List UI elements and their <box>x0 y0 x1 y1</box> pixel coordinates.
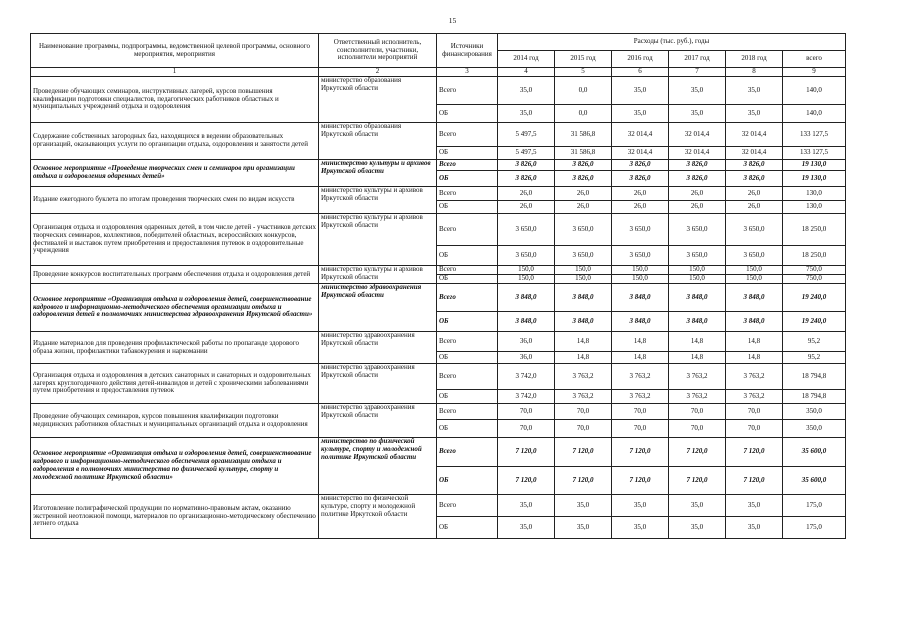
executor: министерство образования Иркутской области <box>319 123 437 160</box>
year-value: 35,0 <box>726 517 783 539</box>
header-source: Источники финансирования <box>437 34 498 68</box>
funding-source: Всего <box>437 266 498 275</box>
year-value: 35,0 <box>612 77 669 105</box>
activity-name: Основное мероприятие «Организация отдыха и оздоровления детей, совершенствование кадрового и информационно-методического обеспечения организации отдыха и оздоровления в полномочиях министерства по физической культуре, спорту и молодежной политике Иркутской области» <box>31 438 319 495</box>
year-value: 150,0 <box>726 266 783 275</box>
year-value: 3 848,0 <box>498 284 555 312</box>
funding-source: ОБ <box>437 467 498 495</box>
funding-source: Всего <box>437 160 498 171</box>
funding-source: ОБ <box>437 312 498 332</box>
year-value: 3 650,0 <box>555 246 612 266</box>
total-value: 750,0 <box>783 266 846 275</box>
year-value: 3 763,2 <box>612 390 669 404</box>
year-value: 3 848,0 <box>669 312 726 332</box>
year-value: 150,0 <box>498 275 555 284</box>
year-value: 3 650,0 <box>612 246 669 266</box>
funding-source: ОБ <box>437 420 498 438</box>
year-value: 0,0 <box>555 77 612 105</box>
activity-name: Организация отдыха и оздоровления одаренных детей, в том числе детей - участников детских творческих семинаров, коллективов, победителей областных, всероссийских конкурсов, фестивалей и выставок путем приобретения и предоставления путевок в оздоровительные учреждения <box>31 214 319 266</box>
column-index: 1 <box>31 68 319 77</box>
year-value: 3 848,0 <box>555 284 612 312</box>
year-value: 35,0 <box>498 105 555 123</box>
year-value: 36,0 <box>498 332 555 352</box>
executor: министерство культуры и архивов Иркутской области <box>319 160 437 187</box>
year-value: 5 497,5 <box>498 123 555 147</box>
executor: министерство культуры и архивов Иркутской области <box>319 187 437 214</box>
year-value: 26,0 <box>669 187 726 201</box>
header-name: Наименование программы, подпрограммы, ведомственной целевой программы, основного мероприятия, мероприятия <box>31 34 319 68</box>
year-value: 35,0 <box>555 495 612 517</box>
year-value: 3 650,0 <box>726 214 783 246</box>
year-value: 14,8 <box>612 352 669 364</box>
year-value: 14,8 <box>555 352 612 364</box>
year-value: 26,0 <box>726 201 783 214</box>
year-value: 70,0 <box>612 404 669 420</box>
funding-source: Всего <box>437 364 498 390</box>
year-value: 35,0 <box>498 517 555 539</box>
year-value: 3 826,0 <box>726 171 783 187</box>
year-value: 3 763,2 <box>726 390 783 404</box>
activity-name: Издание ежегодного буклета по итогам проведения творческих смен по видам искусств <box>31 187 319 214</box>
year-value: 7 120,0 <box>498 467 555 495</box>
year-value: 7 120,0 <box>555 438 612 467</box>
header-total: всего <box>783 51 846 68</box>
funding-source: Всего <box>437 404 498 420</box>
column-index: 9 <box>783 68 846 77</box>
year-value: 3 826,0 <box>726 160 783 171</box>
activity-name: Содержание собственных загородных баз, находящихся в ведении образовательных организаций, оказывающих услуги по организации отдыха, оздоровления и занятости детей <box>31 123 319 160</box>
funding-source: ОБ <box>437 105 498 123</box>
activity-name: Основное мероприятие «Проведение творческих смен и семинаров при организации отдыха и оздоровления одаренных детей» <box>31 160 319 187</box>
year-value: 32 014,4 <box>726 147 783 160</box>
funding-source: ОБ <box>437 517 498 539</box>
year-value: 32 014,4 <box>726 123 783 147</box>
year-value: 32 014,4 <box>669 123 726 147</box>
header-executor: Ответственный исполнитель, соисполнители, участники, исполнители мероприятий <box>319 34 437 68</box>
year-value: 7 120,0 <box>726 467 783 495</box>
total-value: 19 240,0 <box>783 312 846 332</box>
total-value: 350,0 <box>783 404 846 420</box>
table-row <box>31 214 846 246</box>
year-value: 5 497,5 <box>498 147 555 160</box>
year-value: 14,8 <box>726 332 783 352</box>
year-value: 70,0 <box>669 420 726 438</box>
year-value: 150,0 <box>669 275 726 284</box>
year-value: 14,8 <box>669 332 726 352</box>
activity-name: Проведение обучающих семинаров, курсов повышения квалификации подготовки медицинских работников областных и муниципальных организаций отдыха и оздоровления <box>31 404 319 438</box>
funding-source: ОБ <box>437 246 498 266</box>
total-value: 750,0 <box>783 275 846 284</box>
funding-source: ОБ <box>437 171 498 187</box>
total-value: 95,2 <box>783 352 846 364</box>
year-value: 3 742,0 <box>498 364 555 390</box>
table-body <box>31 77 846 539</box>
year-value: 7 120,0 <box>612 467 669 495</box>
funding-source: ОБ <box>437 352 498 364</box>
year-value: 3 763,2 <box>669 390 726 404</box>
year-value: 150,0 <box>555 275 612 284</box>
funding-source: ОБ <box>437 390 498 404</box>
year-value: 3 848,0 <box>498 312 555 332</box>
year-value: 7 120,0 <box>555 467 612 495</box>
year-value: 70,0 <box>498 420 555 438</box>
year-value: 35,0 <box>726 495 783 517</box>
year-value: 150,0 <box>726 275 783 284</box>
year-value: 3 826,0 <box>669 160 726 171</box>
year-value: 14,8 <box>726 352 783 364</box>
executor: министерство культуры и архивов Иркутской области <box>319 214 437 266</box>
year-value: 14,8 <box>612 332 669 352</box>
year-value: 3 826,0 <box>555 160 612 171</box>
year-value: 70,0 <box>555 420 612 438</box>
year-value: 3 763,2 <box>612 364 669 390</box>
year-value: 26,0 <box>726 187 783 201</box>
total-value: 95,2 <box>783 332 846 352</box>
year-value: 3 848,0 <box>555 312 612 332</box>
page-number: 15 <box>448 16 457 25</box>
table-row <box>31 495 846 517</box>
year-value: 7 120,0 <box>726 438 783 467</box>
activity-name: Организация отдыха и оздоровления в детских санаторных и санаторных и оздоровительных лагерях круглогодичного действия детей-инвалидов и детей с хроническими заболеваниями путем приобретения и предоставления путевок <box>31 364 319 404</box>
column-index: 4 <box>498 68 555 77</box>
year-value: 7 120,0 <box>498 438 555 467</box>
year-value: 150,0 <box>612 275 669 284</box>
table-row <box>31 187 846 201</box>
funding-source: ОБ <box>437 147 498 160</box>
year-value: 3 826,0 <box>555 171 612 187</box>
total-value: 130,0 <box>783 201 846 214</box>
year-value: 150,0 <box>555 266 612 275</box>
year-value: 3 763,2 <box>555 390 612 404</box>
year-value: 150,0 <box>669 266 726 275</box>
year-value: 3 763,2 <box>669 364 726 390</box>
activity-name: Проведение обучающих семинаров, инструктивных лагерей, курсов повышения квалификации подготовки специалистов, педагогических работников областных и муниципальных учреждений отдыха и оздоровления <box>31 77 319 123</box>
header-expenses: Расходы (тыс. руб.), годы <box>498 34 846 51</box>
column-index: 2 <box>319 68 437 77</box>
column-index: 6 <box>612 68 669 77</box>
year-value: 35,0 <box>669 77 726 105</box>
year-value: 26,0 <box>555 201 612 214</box>
funding-source: Всего <box>437 495 498 517</box>
year-value: 26,0 <box>498 187 555 201</box>
year-value: 0,0 <box>555 105 612 123</box>
total-value: 18 794,8 <box>783 390 846 404</box>
funding-source: ОБ <box>437 275 498 284</box>
year-value: 3 650,0 <box>612 214 669 246</box>
year-value: 3 650,0 <box>498 246 555 266</box>
activity-name: Изготовление полиграфической продукции по нормативно-правовым актам, оказанию экстренной неотложной помощи, материалов по организационно-методическому обеспечению летнего отдыха <box>31 495 319 539</box>
year-value: 26,0 <box>612 201 669 214</box>
total-value: 35 600,0 <box>783 438 846 467</box>
activity-name: Основное мероприятие «Организация отдыха и оздоровления детей, совершенствование кадрового и информационно-методического обеспечения организации отдыха и оздоровления детей в полномочиях министерства здравоохранения Иркутской области» <box>31 284 319 332</box>
total-value: 175,0 <box>783 495 846 517</box>
executor: министерство здравоохранения Иркутской области <box>319 284 437 332</box>
funding-source: Всего <box>437 77 498 105</box>
funding-source: Всего <box>437 332 498 352</box>
year-value: 3 848,0 <box>612 284 669 312</box>
year-value: 3 742,0 <box>498 390 555 404</box>
year-value: 3 848,0 <box>726 312 783 332</box>
year-value: 3 650,0 <box>669 214 726 246</box>
year-value: 7 120,0 <box>612 438 669 467</box>
funding-source: Всего <box>437 214 498 246</box>
year-value: 26,0 <box>612 187 669 201</box>
executor: министерство здравоохранения Иркутской области <box>319 404 437 438</box>
executor: министерство культуры и архивов Иркутской области <box>319 266 437 284</box>
header-year: 2018 год <box>726 51 783 68</box>
funding-source: Всего <box>437 187 498 201</box>
year-value: 26,0 <box>498 201 555 214</box>
executor: министерство здравоохранения Иркутской области <box>319 364 437 404</box>
year-value: 3 650,0 <box>669 246 726 266</box>
table-row <box>31 284 846 312</box>
year-value: 150,0 <box>612 266 669 275</box>
year-value: 32 014,4 <box>612 147 669 160</box>
total-value: 140,0 <box>783 105 846 123</box>
year-value: 70,0 <box>669 404 726 420</box>
year-value: 70,0 <box>555 404 612 420</box>
year-value: 7 120,0 <box>669 438 726 467</box>
year-value: 26,0 <box>669 201 726 214</box>
year-value: 3 826,0 <box>498 160 555 171</box>
year-value: 35,0 <box>498 495 555 517</box>
year-value: 35,0 <box>669 105 726 123</box>
year-value: 31 586,8 <box>555 123 612 147</box>
year-value: 70,0 <box>612 420 669 438</box>
total-value: 19 130,0 <box>783 171 846 187</box>
column-index: 3 <box>437 68 498 77</box>
table-row <box>31 77 846 105</box>
year-value: 35,0 <box>612 517 669 539</box>
year-value: 35,0 <box>669 495 726 517</box>
header-year: 2016 год <box>612 51 669 68</box>
year-value: 14,8 <box>555 332 612 352</box>
year-value: 35,0 <box>555 517 612 539</box>
funding-source: Всего <box>437 284 498 312</box>
column-index: 5 <box>555 68 612 77</box>
total-value: 35 600,0 <box>783 467 846 495</box>
total-value: 140,0 <box>783 77 846 105</box>
year-value: 3 848,0 <box>726 284 783 312</box>
year-value: 3 826,0 <box>669 171 726 187</box>
executor: министерство образования Иркутской области <box>319 77 437 123</box>
header-year: 2015 год <box>555 51 612 68</box>
total-value: 19 130,0 <box>783 160 846 171</box>
year-value: 32 014,4 <box>669 147 726 160</box>
table-row <box>31 332 846 352</box>
total-value: 130,0 <box>783 187 846 201</box>
year-value: 3 826,0 <box>612 160 669 171</box>
total-value: 18 794,8 <box>783 364 846 390</box>
table-row <box>31 364 846 390</box>
year-value: 3 826,0 <box>612 171 669 187</box>
table-row <box>31 266 846 275</box>
year-value: 14,8 <box>669 352 726 364</box>
table-row <box>31 123 846 147</box>
year-value: 35,0 <box>612 105 669 123</box>
year-value: 70,0 <box>726 404 783 420</box>
column-index: 7 <box>669 68 726 77</box>
total-value: 18 250,0 <box>783 246 846 266</box>
total-value: 350,0 <box>783 420 846 438</box>
year-value: 36,0 <box>498 352 555 364</box>
year-value: 35,0 <box>726 105 783 123</box>
year-value: 3 848,0 <box>612 312 669 332</box>
year-value: 32 014,4 <box>612 123 669 147</box>
year-value: 70,0 <box>726 420 783 438</box>
year-value: 26,0 <box>555 187 612 201</box>
funding-source: Всего <box>437 438 498 467</box>
header-year: 2014 год <box>498 51 555 68</box>
activity-name: Проведение конкурсов воспитательных программ обеспечения отдыха и оздоровления детей <box>31 266 319 284</box>
executor: министерство здравоохранения Иркутской области <box>319 332 437 364</box>
header-year: 2017 год <box>669 51 726 68</box>
funding-source: Всего <box>437 123 498 147</box>
year-value: 3 763,2 <box>555 364 612 390</box>
total-value: 18 250,0 <box>783 214 846 246</box>
expenses-table <box>30 33 846 539</box>
year-value: 3 650,0 <box>726 246 783 266</box>
activity-name: Издание материалов для проведения профилактической работы по пропаганде здорового образа жизни, профилактики табакокурения и наркомании <box>31 332 319 364</box>
total-value: 19 240,0 <box>783 284 846 312</box>
table-row <box>31 404 846 420</box>
table-row <box>31 438 846 467</box>
table-row <box>31 160 846 171</box>
funding-source: ОБ <box>437 201 498 214</box>
year-value: 3 763,2 <box>726 364 783 390</box>
year-value: 3 826,0 <box>498 171 555 187</box>
year-value: 3 650,0 <box>555 214 612 246</box>
year-value: 3 650,0 <box>498 214 555 246</box>
column-index: 8 <box>726 68 783 77</box>
year-value: 35,0 <box>669 517 726 539</box>
year-value: 3 848,0 <box>669 284 726 312</box>
total-value: 133 127,5 <box>783 147 846 160</box>
year-value: 35,0 <box>612 495 669 517</box>
year-value: 7 120,0 <box>669 467 726 495</box>
total-value: 133 127,5 <box>783 123 846 147</box>
year-value: 31 586,8 <box>555 147 612 160</box>
total-value: 175,0 <box>783 517 846 539</box>
year-value: 70,0 <box>498 404 555 420</box>
executor: министерство по физической культуре, спорту и молодежной политике Иркутской области <box>319 495 437 539</box>
year-value: 35,0 <box>726 77 783 105</box>
executor: министерство по физической культуре, спорту и молодежной политике Иркутской области <box>319 438 437 495</box>
year-value: 150,0 <box>498 266 555 275</box>
year-value: 35,0 <box>498 77 555 105</box>
